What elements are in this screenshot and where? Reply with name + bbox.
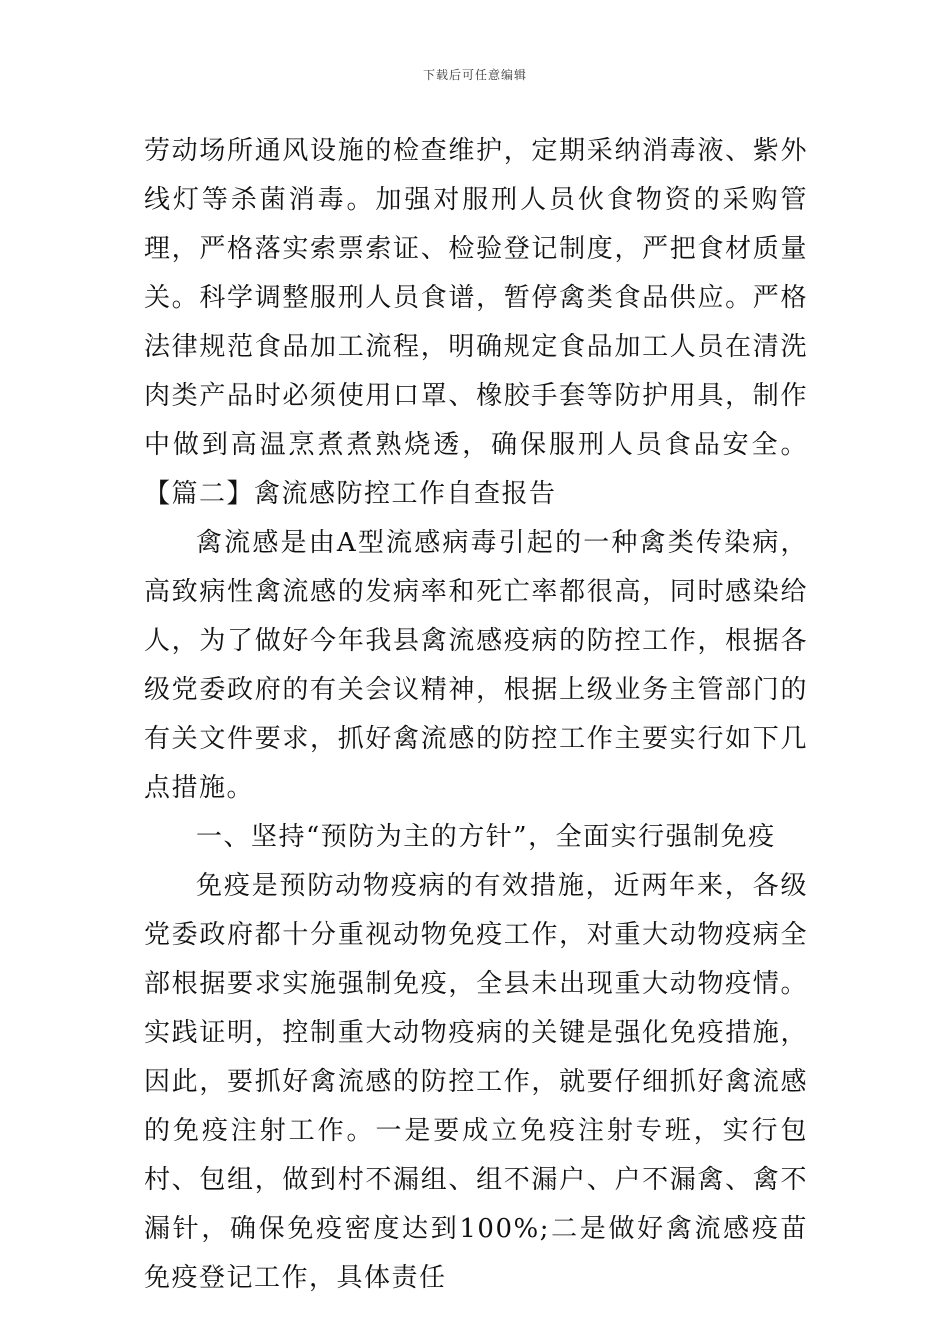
paragraph-2: 禽流感是由A型流感病毒引起的一种禽类传染病，高致病性禽流感的发病率和死亡率都很高，同时感染给人，为了做好今年我县禽流感疫病的防控工作，根据各级党委政府的有关会议精神，根据上级业务主管部门的有关文件要求，抓好禽流感的防控工作主要实行如下几点措施。 xyxy=(144,528,808,803)
paragraph-1: 劳动场所通风设施的检查维护，定期采纳消毒液、紫外线灯等杀菌消毒。加强对服刑人员伙食物资的采购管理，严格落实索票索证、检验登记制度，严把食材质量关。科学调整服刑人员食谱，暂停禽类食品供应。严格法律规范食品加工流程，明确规定食品加工人员在清洗肉类产品时必须使用口罩、橡胶手套等防护用具，制作中做到高温烹煮煮熟烧透，确保服刑人员食品安全。【篇二】禽流感防控工作自查报告 xyxy=(144,136,808,509)
document-body xyxy=(144,127,808,1303)
paragraph-3: 免疫是预防动物疫病的有效措施，近两年来，各级党委政府都十分重视动物免疫工作，对重大动物疫病全部根据要求实施强制免疫，全县未出现重大动物疫情。实践证明，控制重大动物疫病的关键是强化免疫措施，因此，要抓好禽流感的防控工作，就要仔细抓好禽流感的免疫注射工作。一是要成立免疫注射专班，实行包村、包组，做到村不漏组、组不漏户、户不漏禽、禽不漏针，确保免疫密度达到100%;二是做好禽流感疫苗免疫登记工作，具体责任 xyxy=(144,871,808,1293)
section-heading-1: 一、坚持“预防为主的方针”，全面实行强制免疫 xyxy=(196,822,776,852)
page-header-note: 下载后可任意编辑 xyxy=(422,68,527,82)
